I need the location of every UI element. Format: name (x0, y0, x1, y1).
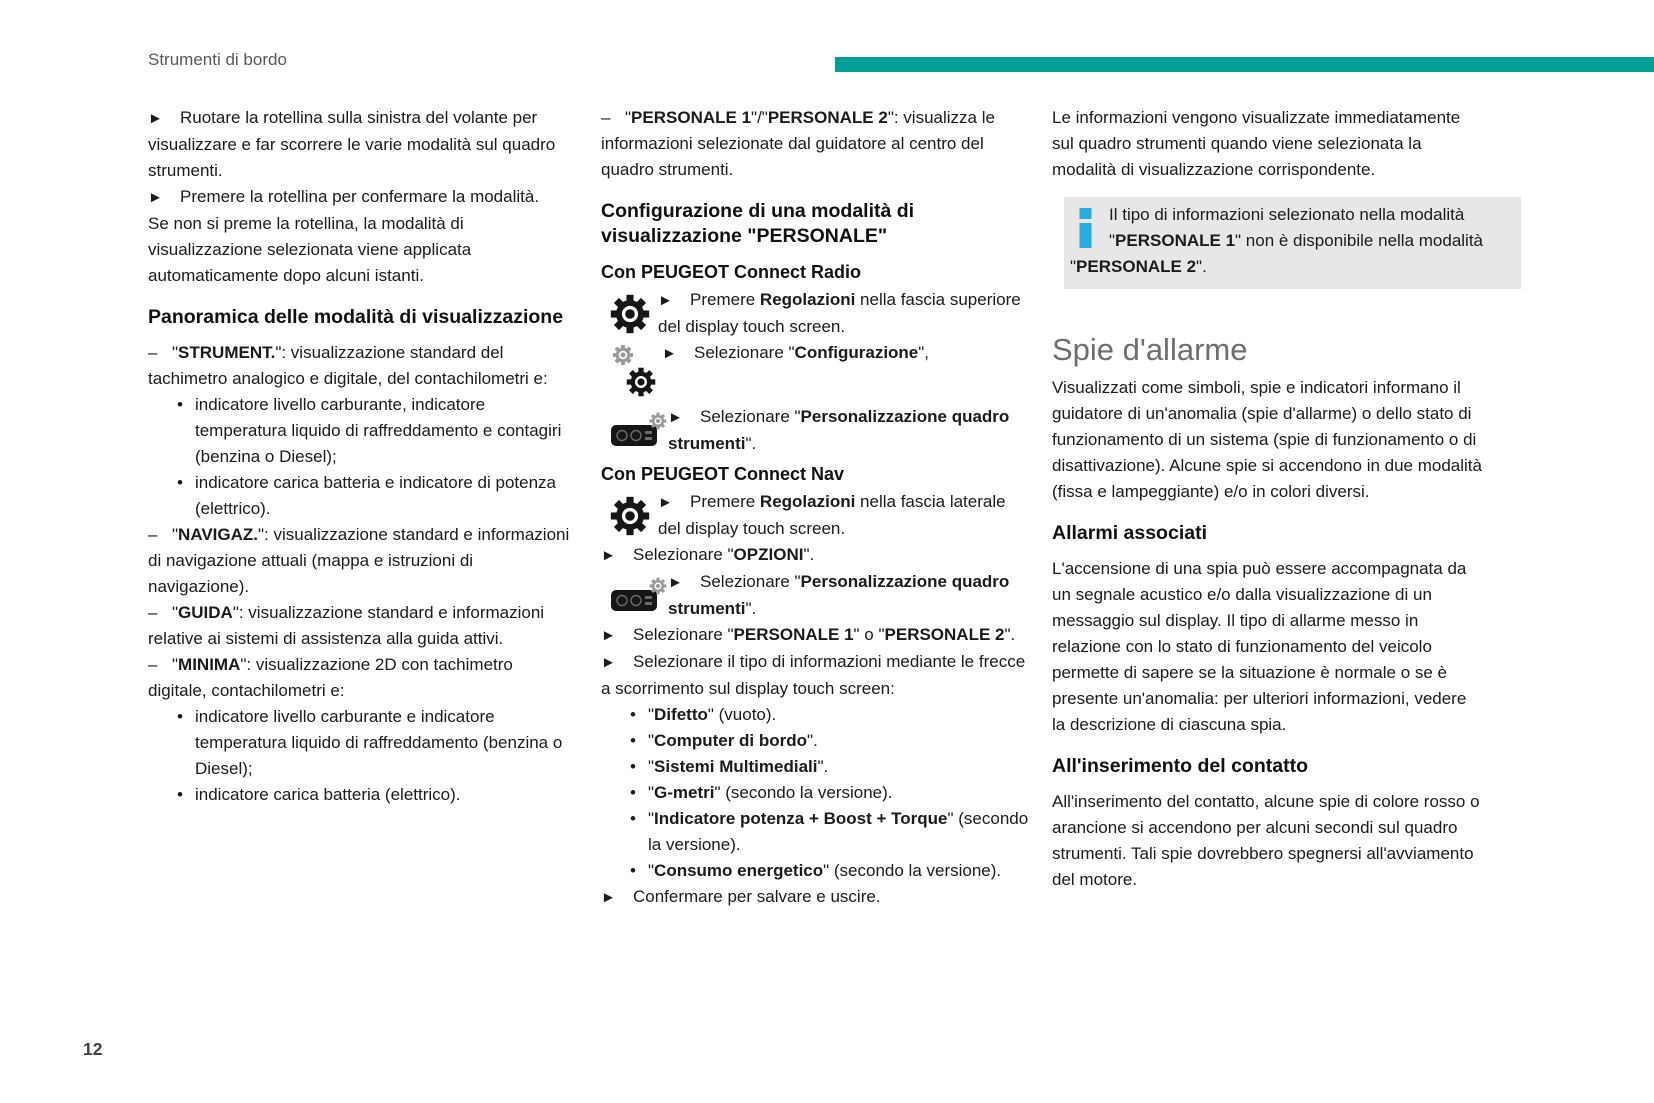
bullet-item (601, 702, 1031, 728)
page-number: 12 (83, 1039, 103, 1059)
triangle-bullet-icon: ► (601, 627, 616, 644)
triangle-bullet-icon: ► (148, 189, 163, 206)
step-text-wrap (658, 287, 1031, 340)
page-header-title: Strumenti di bordo (148, 50, 287, 69)
settings-gear-icon (601, 496, 658, 536)
bullet-item (148, 704, 574, 782)
step-text-wrap (668, 404, 1031, 457)
step-text-wrap (668, 569, 1031, 622)
subsection-heading: All'inserimento del contatto (1052, 755, 1308, 777)
mode-text: "STRUMENT.": visualizzazione standard del tachimetro analogico e digitale, del contachilometri e: (148, 343, 548, 388)
dash-bullet-icon: – (601, 108, 611, 127)
icon-step (601, 404, 1031, 457)
step-text: Premere Regolazioni nella fascia laterale del display touch screen. (658, 492, 1006, 538)
instruction-step (148, 105, 574, 184)
dot-bullet-icon: • (630, 731, 636, 750)
dot-bullet-icon: • (630, 705, 636, 724)
info-box (1064, 197, 1521, 289)
bullet-item (148, 392, 574, 470)
settings-gear-icon (601, 294, 658, 334)
dash-bullet-icon: – (148, 343, 158, 362)
bullet-item (601, 806, 1031, 858)
mode-list-item (601, 105, 1031, 183)
dot-bullet-icon: • (630, 783, 636, 802)
step-text: Selezionare "PERSONALE 1" o "PERSONALE 2". (633, 625, 1016, 644)
subsection-heading: Configurazione di una modalità di visualizzazione "PERSONALE" (601, 200, 915, 247)
instruction-step (148, 184, 574, 211)
mode-text: "PERSONALE 1"/"PERSONALE 2": visualizza le informazioni selezionate dal guidatore al centro del quadro strumenti. (601, 108, 995, 179)
bullet-item (148, 782, 574, 808)
triangle-bullet-icon: ► (668, 409, 683, 426)
dot-bullet-icon: • (630, 809, 636, 828)
bullet-text: indicatore carica batteria e indicatore di potenza (elettrico). (195, 473, 556, 518)
bullet-text: indicatore carica batteria (elettrico). (195, 785, 461, 804)
step-text-wrap (658, 489, 1031, 542)
icon-step (601, 287, 1031, 340)
column-2 (601, 105, 1031, 911)
mode-text: "NAVIGAZ.": visualizzazione standard e informazioni di navigazione attuali (mappa e istruzioni di navigazione). (148, 525, 570, 596)
section-heading: Spie d'allarme (1052, 332, 1248, 367)
icon-step (601, 569, 1031, 622)
bullet-text: "Computer di bordo". (648, 731, 818, 750)
body-paragraph: Visualizzati come simboli, spie e indicatori informano il guidatore di un'anomalia (spie d'allarme) o dello stato di funzionamento di un sistema (spie di funzionamento o di disattivazione). Alcune spie si accendono in due modalità (fissa e lampeggiante) e/o in colori diversi. (1052, 378, 1482, 501)
step-text: Selezionare "Personalizzazione quadro strumenti". (668, 572, 1010, 618)
mode-text: "MINIMA": visualizzazione 2D con tachimetro digitale, contachilometri e: (148, 655, 513, 700)
mode-list-item (148, 652, 574, 704)
bullet-text: indicatore livello carburante e indicatore temperatura liquido di raffreddamento (benzina o Diesel); (195, 707, 563, 778)
dot-bullet-icon: • (630, 861, 636, 880)
bullet-item (601, 728, 1031, 754)
teal-accent-bar (835, 57, 1654, 72)
bullet-text: "Difetto" (vuoto). (648, 705, 777, 724)
dot-bullet-icon: • (177, 785, 183, 804)
info-icon (1078, 207, 1093, 249)
triangle-bullet-icon: ► (601, 654, 616, 671)
step-text: Confermare per salvare e uscire. (633, 887, 881, 906)
step-text: Selezionare il tipo di informazioni mediante le frecce a scorrimento sul display touch screen: (601, 652, 1026, 698)
mode-list-item (148, 340, 574, 392)
configuration-gears-icon (601, 340, 662, 404)
dot-bullet-icon: • (177, 707, 183, 726)
triangle-bullet-icon: ► (658, 494, 673, 511)
triangle-bullet-icon: ► (668, 574, 683, 591)
bullet-text: "G-metri" (secondo la versione). (648, 783, 893, 802)
instruction-step (601, 884, 1031, 911)
sub-subsection-heading: Con PEUGEOT Connect Radio (601, 262, 862, 282)
step-text: Selezionare "Personalizzazione quadro strumenti". (668, 407, 1010, 453)
instruction-step (601, 649, 1031, 702)
icon-step (601, 489, 1031, 542)
step-text: Selezionare "Configurazione", (694, 343, 930, 362)
bullet-text: "Sistemi Multimediali". (648, 757, 829, 776)
dot-bullet-icon: • (630, 757, 636, 776)
mode-list-item (148, 522, 574, 600)
triangle-bullet-icon: ► (662, 345, 677, 362)
body-paragraph: Le informazioni vengono visualizzate immediatamente sul quadro strumenti quando viene selezionata la modalità di visualizzazione corrispondente. (1052, 108, 1461, 179)
column-1 (148, 105, 574, 808)
mode-text: "GUIDA": visualizzazione standard e informazioni relative ai sistemi di assistenza alla guida attivi. (148, 603, 545, 648)
step-text: Selezionare "OPZIONI". (633, 545, 815, 564)
step-text: Premere Regolazioni nella fascia superiore del display touch screen. (658, 290, 1021, 336)
dot-bullet-icon: • (177, 473, 183, 492)
subsection-heading: Panoramica delle modalità di visualizzazione (148, 306, 564, 328)
sub-subsection-heading: Con PEUGEOT Connect Nav (601, 464, 845, 484)
mode-list-item (148, 600, 574, 652)
triangle-bullet-icon: ► (658, 292, 673, 309)
triangle-bullet-icon: ► (601, 547, 616, 564)
dash-bullet-icon: – (148, 525, 158, 544)
step-text: Premere la rotellina per confermare la modalità. (180, 187, 540, 206)
bullet-item (601, 858, 1031, 884)
dash-bullet-icon: – (148, 655, 158, 674)
info-box-text: Il tipo di informazioni selezionato nella modalità "PERSONALE 1" non è disponibile nella modalità "PERSONALE 2". (1070, 205, 1484, 276)
bullet-text: "Consumo energetico" (secondo la versione). (648, 861, 1002, 880)
triangle-bullet-icon: ► (148, 110, 163, 127)
bullet-item (601, 754, 1031, 780)
icon-step (601, 340, 1031, 404)
column-3 (1052, 105, 1482, 893)
subsection-heading: Allarmi associati (1052, 522, 1207, 544)
body-paragraph: Se non si preme la rotellina, la modalità di visualizzazione selezionata viene applicata automaticamente dopo alcuni istanti. (148, 214, 472, 285)
bullet-item (601, 780, 1031, 806)
triangle-bullet-icon: ► (601, 889, 616, 906)
instruction-step (601, 542, 1031, 569)
instrument-cluster-personalization-icon (601, 410, 668, 452)
bullet-item (148, 470, 574, 522)
step-text: Ruotare la rotellina sulla sinistra del volante per visualizzare e far scorrere le varie modalità sul quadro strumenti. (148, 108, 556, 180)
instruction-step (601, 622, 1031, 649)
bullet-text: indicatore livello carburante, indicatore temperatura liquido di raffreddamento e contagiri (benzina o Diesel); (195, 395, 562, 466)
instrument-cluster-personalization-icon (601, 575, 668, 617)
body-paragraph: All'inserimento del contatto, alcune spie di colore rosso o arancione si accendono per alcuni secondi sul quadro strumenti. Tali spie dovrebbero spegnersi all'avviamento del motore. (1052, 792, 1480, 889)
body-paragraph: L'accensione di una spia può essere accompagnata da un segnale acustico e/o dalla visualizzazione di un messaggio sul display. Il tipo di allarme messo in relazione con lo stato di funzionamento del veicolo permette di sapere se la situazione è normale o se è presente un'anomalia: per ulteriori informazioni, vedere la descrizione di ciascuna spia. (1052, 559, 1467, 734)
step-text-wrap (662, 340, 1031, 367)
bullet-text: "Indicatore potenza + Boost + Torque" (secondo la versione). (648, 809, 1029, 854)
dot-bullet-icon: • (177, 395, 183, 414)
dash-bullet-icon: – (148, 603, 158, 622)
